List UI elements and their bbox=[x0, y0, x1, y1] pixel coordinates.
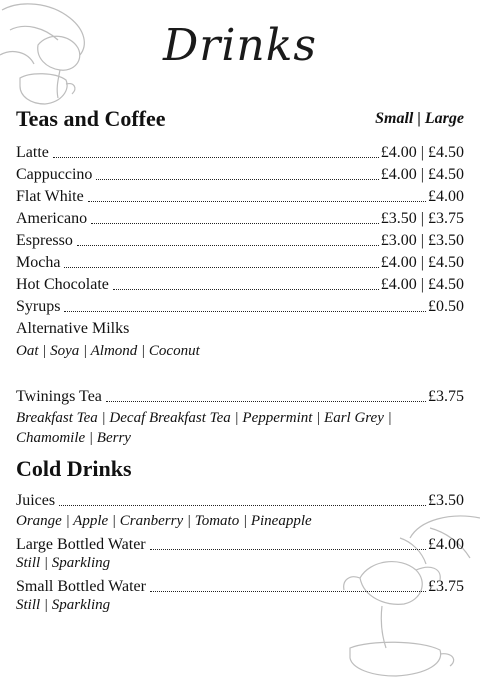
item-name: Mocha bbox=[16, 254, 61, 271]
menu-item-hot-chocolate bbox=[16, 272, 464, 294]
section-heading-teas-coffee: Teas and Coffee bbox=[16, 106, 166, 131]
menu-item-twinings-tea bbox=[16, 384, 464, 406]
leader-dots bbox=[96, 179, 378, 180]
twinings-options-line-1: Breakfast Tea | Decaf Breakfast Tea | Peppermint | Earl Grey | bbox=[16, 410, 392, 426]
small-water-options: Still | Sparkling bbox=[16, 597, 111, 613]
menu-item-syrups bbox=[16, 294, 464, 316]
leader-dots bbox=[53, 157, 379, 158]
size-header: Small | Large bbox=[375, 110, 464, 127]
item-name: Americano bbox=[16, 210, 88, 227]
twinings-options-line-2: Chamomile | Berry bbox=[16, 430, 131, 446]
menu-item-latte bbox=[16, 140, 464, 162]
leader-dots bbox=[113, 289, 379, 290]
item-price: £3.75 bbox=[428, 578, 464, 595]
item-name: Hot Chocolate bbox=[16, 276, 109, 293]
item-name: Cappuccino bbox=[16, 166, 93, 183]
menu-item-flat-white bbox=[16, 184, 464, 206]
menu-item-americano bbox=[16, 206, 464, 228]
item-name: Small Bottled Water bbox=[16, 578, 146, 595]
item-price: £4.00 bbox=[428, 188, 464, 205]
section-heading-cold-drinks: Cold Drinks bbox=[16, 456, 132, 481]
menu-item-cappuccino bbox=[16, 162, 464, 184]
item-price: £4.00 bbox=[428, 536, 464, 553]
leader-dots bbox=[77, 245, 379, 246]
item-name: Juices bbox=[16, 492, 56, 509]
menu-item-mocha bbox=[16, 250, 464, 272]
leader-dots bbox=[91, 223, 379, 224]
item-name: Espresso bbox=[16, 232, 73, 249]
leader-dots bbox=[64, 311, 426, 312]
item-price: £3.50 | £3.75 bbox=[380, 210, 464, 227]
item-price: £0.50 bbox=[428, 298, 464, 315]
item-name: Large Bottled Water bbox=[16, 536, 146, 553]
item-price: £4.00 | £4.50 bbox=[380, 144, 464, 161]
leader-dots bbox=[64, 267, 378, 268]
item-price: £4.00 | £4.50 bbox=[380, 166, 464, 183]
menu-item-espresso bbox=[16, 228, 464, 250]
large-water-options: Still | Sparkling bbox=[16, 555, 111, 571]
menu-item-small-bottled-water bbox=[16, 574, 464, 596]
item-name: Syrups bbox=[16, 298, 61, 315]
page-title: Drinks bbox=[163, 20, 317, 71]
menu-item-large-bottled-water bbox=[16, 532, 464, 554]
alternative-milks-label: Alternative Milks bbox=[16, 320, 130, 337]
leader-dots bbox=[88, 201, 426, 202]
item-name: Flat White bbox=[16, 188, 84, 205]
item-price: £4.00 | £4.50 bbox=[380, 254, 464, 271]
leader-dots bbox=[150, 549, 426, 550]
menu-item-juices bbox=[16, 488, 464, 510]
item-price: £3.75 bbox=[428, 388, 464, 405]
leader-dots bbox=[59, 505, 426, 506]
item-name: Twinings Tea bbox=[16, 388, 102, 405]
leader-dots bbox=[106, 401, 426, 402]
item-price: £3.50 bbox=[428, 492, 464, 509]
item-price: £3.00 | £3.50 bbox=[380, 232, 464, 249]
item-name: Latte bbox=[16, 144, 49, 161]
leader-dots bbox=[150, 591, 426, 592]
alternative-milks-options: Oat | Soya | Almond | Coconut bbox=[16, 343, 200, 359]
juices-options: Orange | Apple | Cranberry | Tomato | Pineapple bbox=[16, 513, 312, 529]
item-price: £4.00 | £4.50 bbox=[380, 276, 464, 293]
